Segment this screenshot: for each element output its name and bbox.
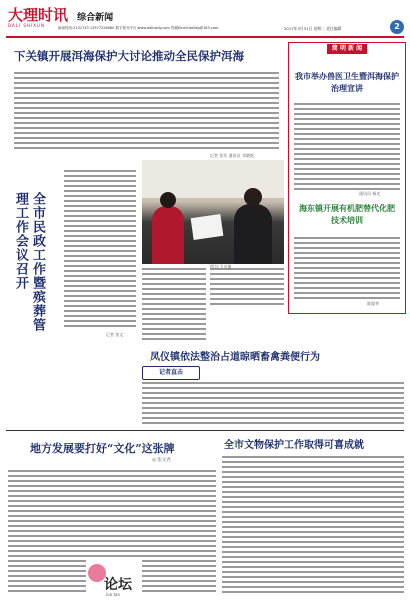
brief2-headline: 海东镇开展有机肥替代化肥技术培训 xyxy=(299,204,395,225)
masthead-logo: 大理时讯 综合新闻 xyxy=(8,6,114,24)
vertical-headline: 全市民政工作暨殡葬管理工作会议召开 xyxy=(13,192,45,332)
brief2-body xyxy=(294,237,400,303)
photo-caption-lines xyxy=(210,268,284,312)
relic-headline: 全市文物保护工作取得可喜成就 xyxy=(224,440,364,451)
column-label xyxy=(86,560,142,598)
photo-person-right-head xyxy=(244,188,262,206)
section-label: 综合新闻 xyxy=(77,13,114,23)
fengyi-divider xyxy=(6,430,404,431)
fengyi-headline: 凤仪镇依法整治占道晾晒畜禽粪便行为 xyxy=(150,352,320,363)
contact-line: 新闻热线:2131743 13577226080 数字报刊平台:www.dalidaily.com 投稿Email:dalidg@163.com xyxy=(58,26,219,30)
lead-byline: 记者 张军 通讯员 邓晓霞 xyxy=(210,153,254,158)
lead-body xyxy=(14,72,279,154)
photo-person-left-head xyxy=(160,192,176,208)
fengyi-badge: 记者直击 xyxy=(142,366,200,380)
photo-paper xyxy=(191,214,224,240)
masthead-pinyin: DALI SHIXUN xyxy=(8,23,45,28)
photo-caption: 图为:下关镇 xyxy=(210,264,232,269)
photo-person-left xyxy=(152,206,184,264)
brief-news-header: 简 明 新 闻 xyxy=(327,44,367,54)
photo-person-right xyxy=(234,204,272,264)
brief-news-box xyxy=(288,42,406,314)
column-headline: 地方发展要打好“文化”这张牌 xyxy=(30,442,175,455)
brief2-byline: 陈俊华 xyxy=(367,301,379,306)
lead-headline: 下关镇开展洱海保护大讨论推动全民保护洱海 xyxy=(14,49,244,63)
masthead-rule xyxy=(6,36,404,38)
brief1-headline: 我市举办兽医卫生暨洱海保护治理宣讲 xyxy=(295,72,399,93)
vertical-byline: 记者 张文 xyxy=(106,332,124,337)
fengyi-body xyxy=(142,382,404,426)
column-byline: ◎ 张文君 xyxy=(152,458,171,463)
masthead xyxy=(0,0,410,42)
photo-left-body xyxy=(142,268,206,344)
page-number-badge: 2 xyxy=(390,20,404,34)
brief1-byline: 通讯员 杨光 xyxy=(359,191,381,196)
column-label-text: 论坛 xyxy=(104,577,132,593)
column-label-pinyin: lun tan xyxy=(106,592,121,597)
vertical-article-body xyxy=(64,170,136,330)
brief1-body xyxy=(294,103,400,193)
news-photo xyxy=(142,160,284,264)
relic-body xyxy=(222,456,404,598)
vertical-article xyxy=(6,162,138,342)
date-line: 2017年3月31日 星期二 责任编辑 xyxy=(284,26,342,31)
